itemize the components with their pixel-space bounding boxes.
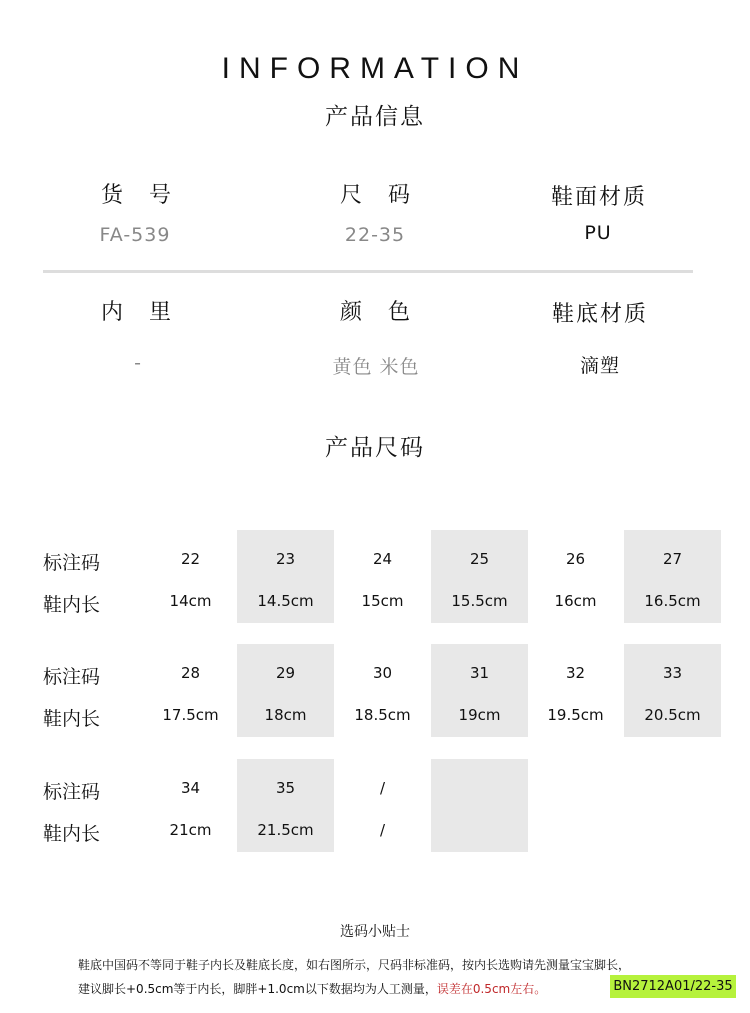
size-label: 31 [469,664,490,682]
row-label-size: 标注码 [43,666,101,688]
tips-line-2 [78,980,546,997]
inner-length: / [379,821,386,839]
inner-length: 14.5cm [257,592,314,610]
row-label-length: 鞋内长 [43,594,101,616]
inner-length: 16.5cm [644,592,701,610]
label-lining: 内 里 [100,300,174,325]
product-code-badge: BN2712A01/22-35 [610,975,736,998]
size-label: 29 [275,664,296,682]
inner-length: 18cm [264,706,307,724]
inner-length: 18.5cm [354,706,411,724]
row-label-size: 标注码 [43,781,101,803]
size-cell [624,530,721,623]
label-upper-material: 鞋面材质 [550,185,648,210]
size-label: / [379,779,386,797]
inner-length: 21cm [169,821,212,839]
inner-length: 20.5cm [644,706,701,724]
size-label: 28 [180,664,201,682]
inner-length: 15.5cm [451,592,508,610]
size-chart-title: 产品尺码 [325,435,425,461]
row-label-size: 标注码 [43,552,101,574]
size-cell [527,644,624,737]
size-cell [237,759,334,852]
size-cell [431,644,528,737]
tips-title: 选码小贴士 [340,924,410,940]
size-cell [237,530,334,623]
size-label: 24 [372,550,393,568]
size-label: 34 [180,779,201,797]
value-item-no: FA-539 [99,224,171,246]
size-cell [334,530,431,623]
label-item-no: 货 号 [100,183,174,208]
size-label: 32 [565,664,586,682]
value-sole-material: 滴塑 [579,355,621,377]
size-cell [334,644,431,737]
size-cell [527,530,624,623]
size-cell [142,759,239,852]
divider [43,270,693,273]
size-cell [334,759,431,852]
inner-length: 17.5cm [162,706,219,724]
size-cell [142,644,239,737]
tips-error-note: 误差在0.5cm左右。 [436,982,547,996]
row-label-length: 鞋内长 [43,708,101,730]
label-sole-material: 鞋底材质 [551,302,649,327]
value-lining: - [134,352,142,374]
title-chinese: 产品信息 [325,104,425,130]
inner-length: 19cm [458,706,501,724]
size-cell [624,644,721,737]
size-label: 26 [565,550,586,568]
label-color: 颜 色 [339,300,413,325]
value-color: 黄色 米色 [332,356,420,378]
size-label: 23 [275,550,296,568]
inner-length: 21.5cm [257,821,314,839]
title-english: INFORMATION [221,52,529,85]
size-cell [431,530,528,623]
size-cell [142,530,239,623]
size-label: 22 [180,550,201,568]
size-label: 30 [372,664,393,682]
inner-length: 19.5cm [547,706,604,724]
inner-length: 15cm [361,592,404,610]
tips-line-1: 鞋底中国码不等同于鞋子内长及鞋底长度，如右图所示，尺码非标准码，按内长选购请先测量宝宝脚长， [78,958,631,972]
size-label: 25 [469,550,490,568]
label-size: 尺 码 [339,183,413,208]
row-label-length: 鞋内长 [43,823,101,845]
inner-length: 14cm [169,592,212,610]
value-size: 22-35 [344,224,406,246]
value-upper-material: PU [584,222,612,244]
size-cell [431,759,528,852]
size-label: 27 [662,550,683,568]
size-label: 33 [662,664,683,682]
size-cell [237,644,334,737]
size-label: 35 [275,779,296,797]
inner-length: 16cm [554,592,597,610]
tips-line-2-text: 建议脚长+0.5cm等于内长，脚胖+1.0cm以下数据均为人工测量， [78,982,437,996]
